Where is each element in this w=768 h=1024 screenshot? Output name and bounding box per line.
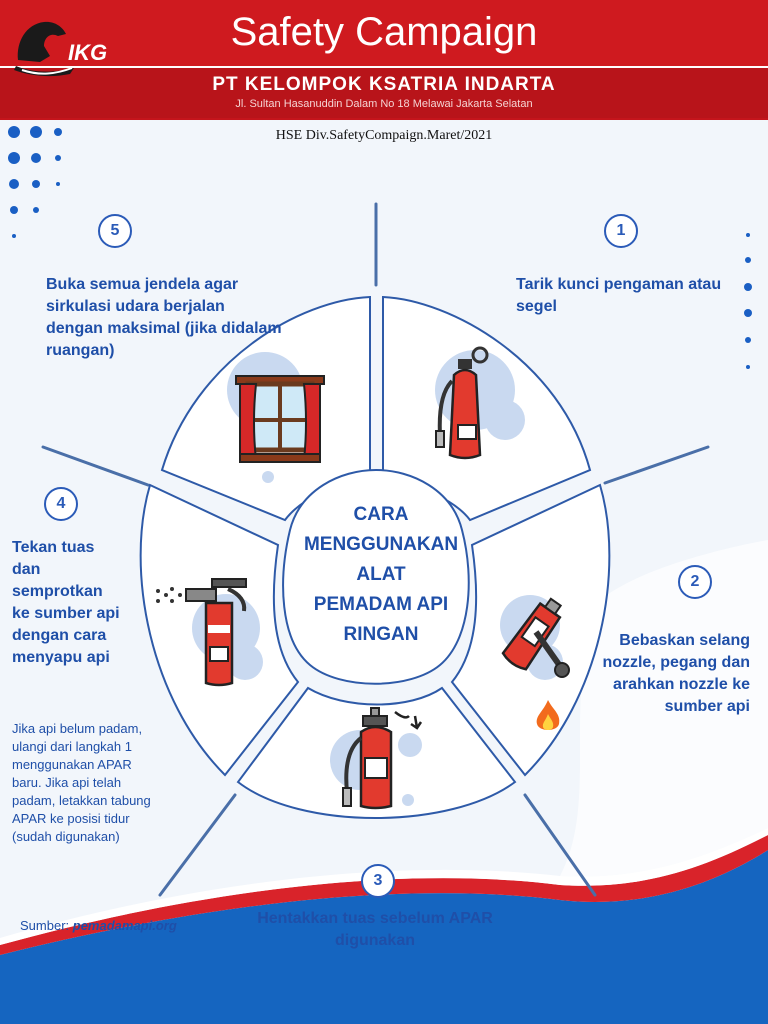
nozzle-hose-icon	[488, 590, 578, 690]
step-3-number: 3	[361, 864, 395, 898]
logo-text: IKG	[68, 40, 108, 65]
extinguisher-handle-icon	[325, 702, 435, 812]
center-title-line: ALAT	[356, 564, 406, 585]
step-1-text: Tarik kunci pengaman atau segel	[516, 276, 722, 315]
step-5-text: Buka semua jendela agar sirkulasi udara berjalan dengan maksimal (jika didalam ruangan)	[46, 276, 282, 359]
window-icon	[234, 372, 326, 464]
source-credit	[20, 918, 177, 933]
source-site: pemadamapi.org	[72, 918, 177, 933]
step-1-number: 1	[604, 214, 638, 248]
step-4-text: Tekan tuas dan semprotkan ke sumber api dengan cara menyapu api	[12, 539, 120, 666]
center-title	[276, 500, 486, 650]
company-name: PT KELOMPOK KSATRIA INDARTA	[212, 74, 556, 95]
step-3-text: Hentakkan tuas sebelum APAR digunakan	[257, 910, 493, 949]
spraying-extinguisher-icon	[150, 575, 260, 690]
center-title-line: MENGGUNAKAN	[303, 534, 459, 555]
source-label: Sumber:	[20, 918, 70, 933]
hse-reference: HSE Div.SafetyCompaign.Maret/2021	[275, 128, 493, 143]
center-title-line: PEMADAM API	[313, 594, 449, 615]
step-2-text: Bebaskan selang nozzle, pegang dan arahkan nozzle ke sumber api	[602, 632, 750, 715]
fire-extinguisher-pin-icon	[428, 345, 498, 465]
flame-icon	[533, 698, 563, 736]
step-2-number: 2	[678, 565, 712, 599]
company-address: Jl. Sultan Hasanuddin Dalam No 18 Melawai Jakarta Selatan	[235, 98, 533, 110]
step-4-number: 4	[44, 487, 78, 521]
center-title-line: CARA	[353, 504, 409, 525]
step-5-number: 5	[98, 214, 132, 248]
page-title: Safety Campaign	[230, 10, 538, 54]
repeat-note: Jika api belum padam, ulangi dari langkah 1 menggunakan APAR baru. Jika api telah padam, letakkan tabung APAR ke posisi tidur (sudah digunakan)	[12, 721, 151, 844]
center-title-line: RINGAN	[343, 624, 419, 645]
